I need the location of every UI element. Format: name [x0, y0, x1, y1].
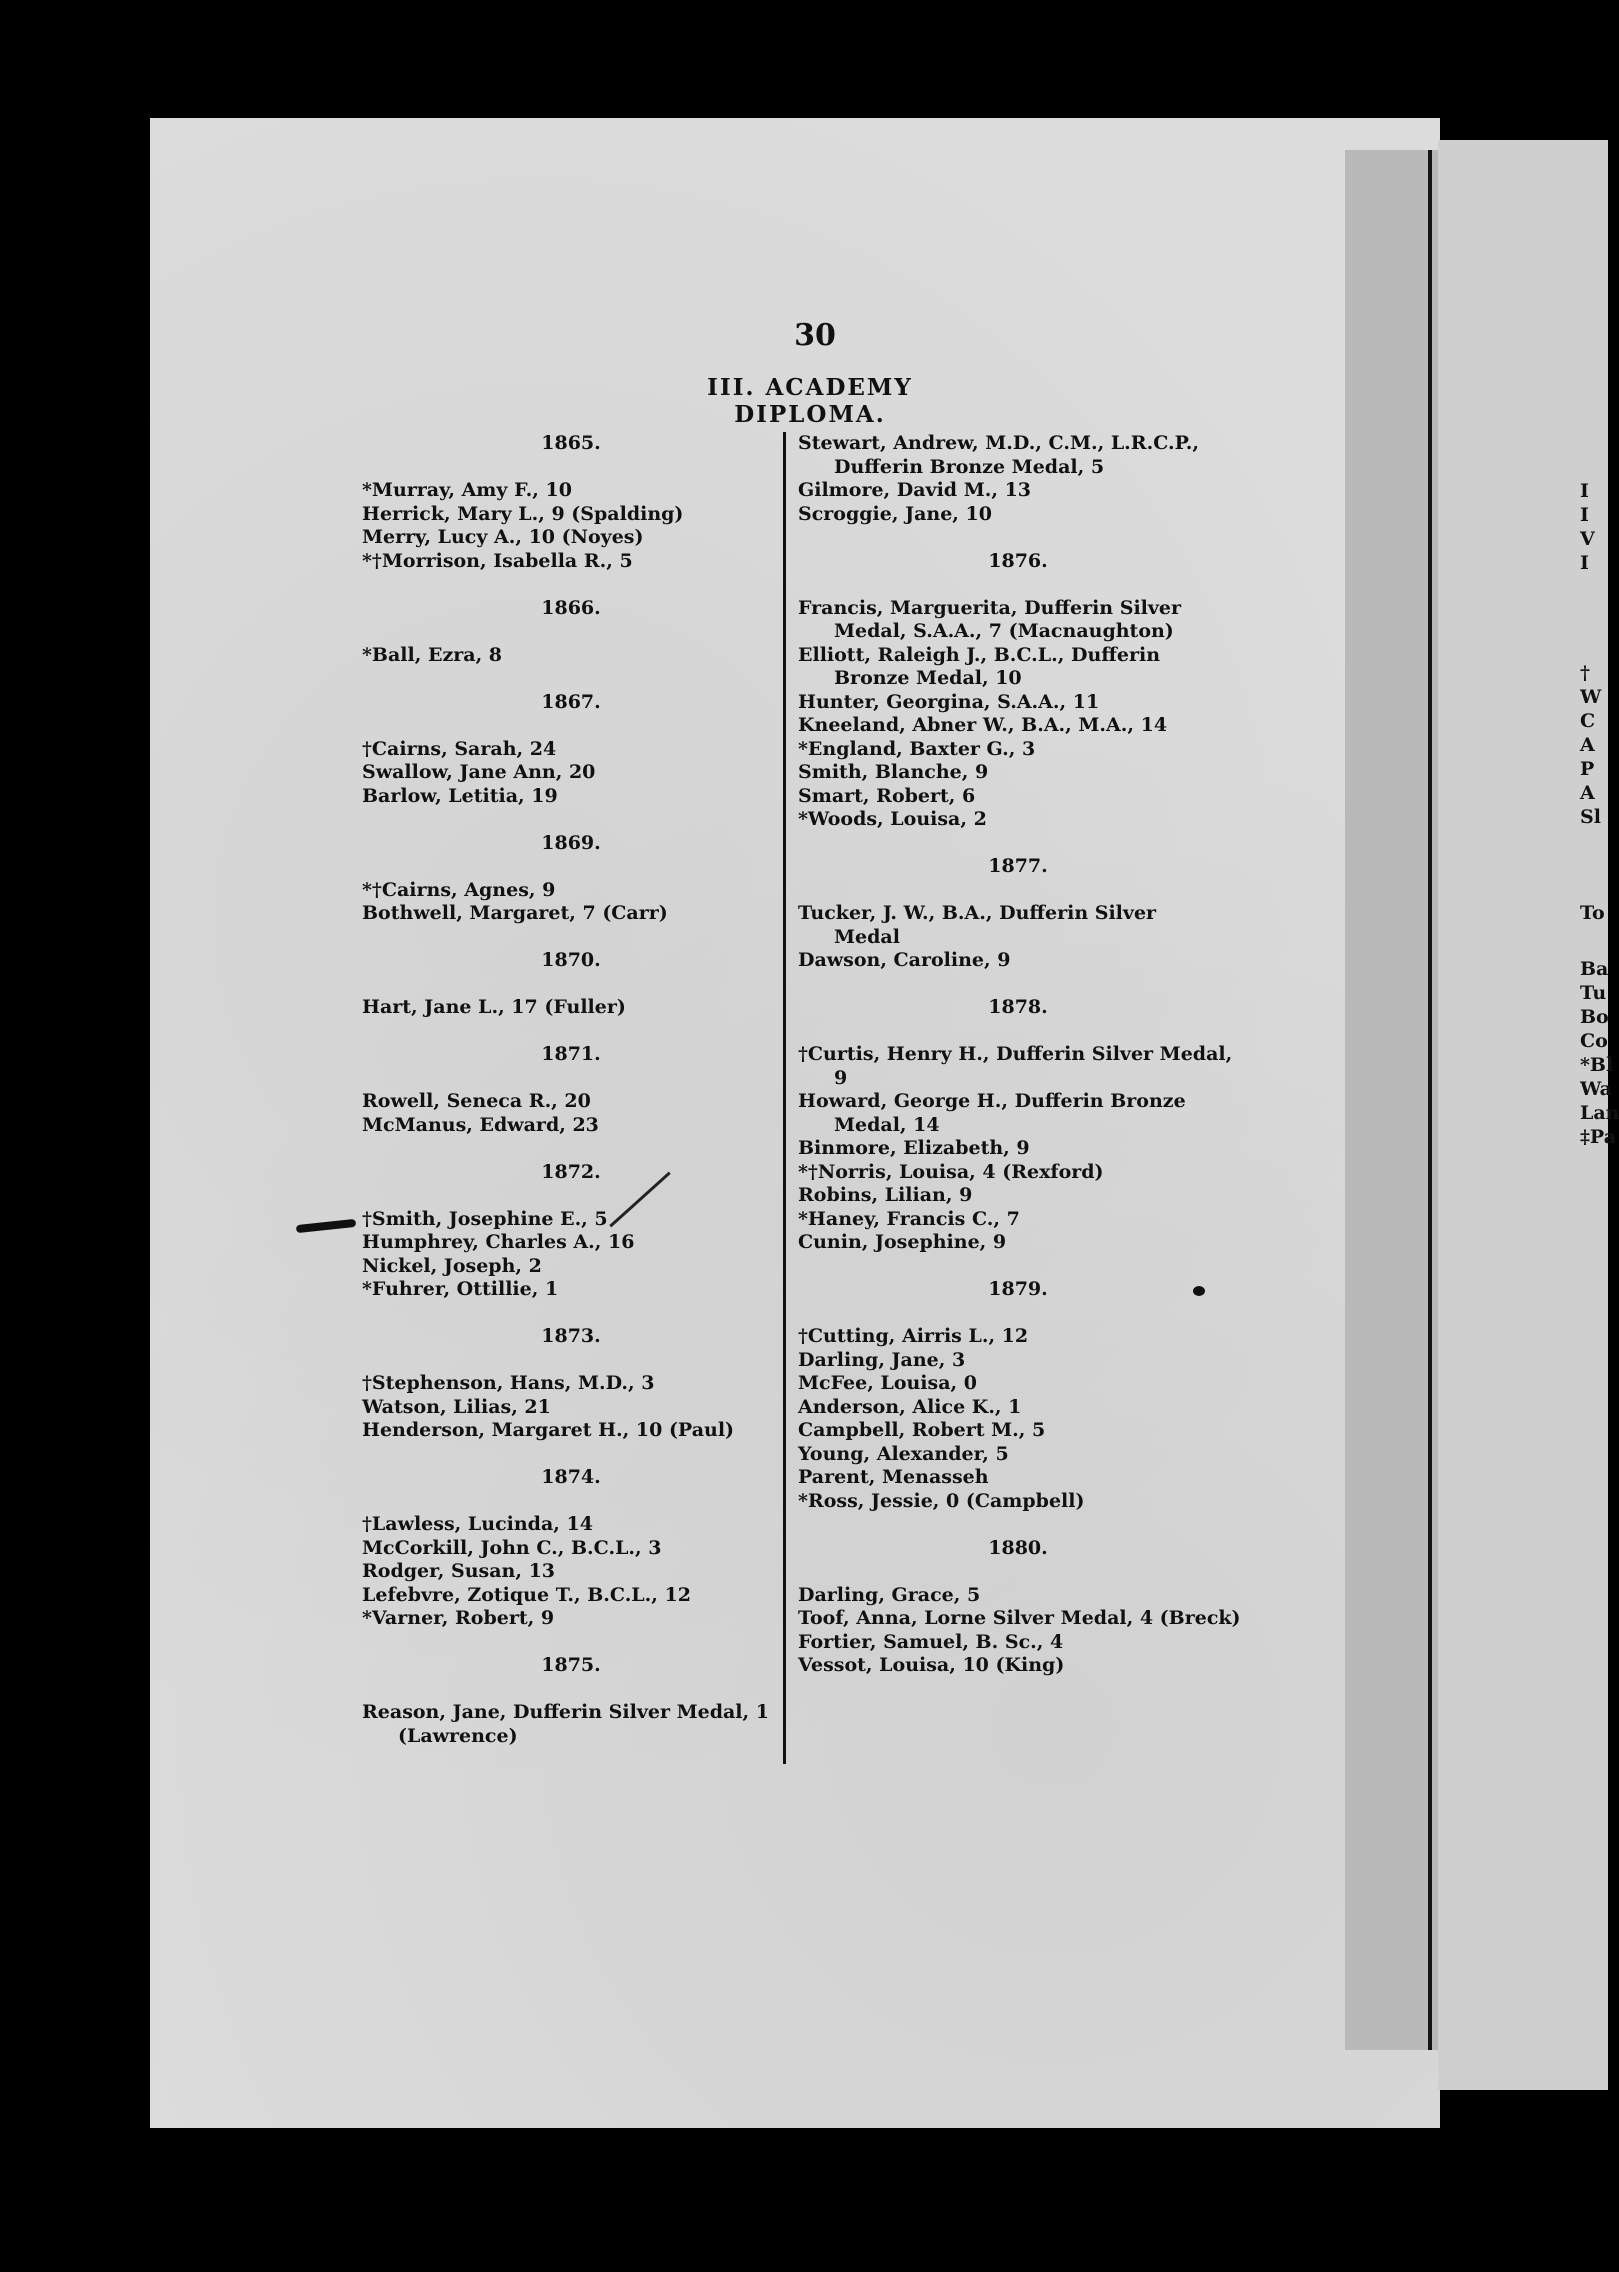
entry-line: McManus, Edward, 23 [362, 1113, 599, 1136]
spacer [362, 808, 780, 832]
entry-line: Barlow, Letitia, 19 [362, 784, 558, 807]
entry-continuation: (Lawrence) [398, 1724, 518, 1747]
year-heading: 1867. [541, 690, 601, 713]
entry-line: Binmore, Elizabeth, 9 [798, 1137, 1030, 1159]
adjacent-page-fragment: I [1580, 504, 1589, 526]
entry-line: Stewart, Andrew, M.D., C.M., L.R.C.P., [798, 432, 1199, 454]
entry-line: Dawson, Caroline, 9 [798, 949, 1011, 971]
adjacent-page-fragment: Lan [1580, 1102, 1619, 1124]
spacer [798, 526, 1238, 550]
left-column [362, 432, 780, 1748]
entry-line: Bothwell, Margaret, 7 (Carr) [362, 902, 668, 924]
diploma-entry [798, 1607, 1241, 1631]
entry-line: Rodger, Susan, 13 [362, 1560, 556, 1582]
adjacent-page-fragment: Sl [1580, 806, 1601, 828]
entry-line: *Varner, Robert, 9 [362, 1607, 555, 1629]
diploma-entry [362, 1537, 780, 1561]
diploma-entry [362, 1560, 780, 1584]
entry-line: †Cutting, Airris L., 12 [798, 1325, 1029, 1347]
diploma-entry [798, 1419, 1238, 1443]
diploma-entry [362, 1255, 780, 1279]
spacer [362, 667, 780, 691]
diploma-entry [362, 644, 780, 668]
diploma-entry [798, 1184, 1238, 1208]
diploma-entry [362, 996, 780, 1020]
entry-line: Watson, Lilias, 21 [362, 1395, 551, 1418]
year-heading: 1876. [988, 549, 1048, 572]
adjacent-page-fragment: I [1580, 552, 1589, 574]
diploma-entry [362, 1396, 780, 1420]
spacer [798, 832, 1238, 856]
diploma-entry [798, 432, 1238, 479]
diploma-entry [798, 808, 1238, 832]
spacer [798, 1020, 1238, 1044]
entry-line: Cunin, Josephine, 9 [798, 1231, 1007, 1253]
spacer [362, 926, 780, 950]
entry-line: Campbell, Robert M., 5 [798, 1419, 1046, 1441]
diploma-entry [798, 479, 1238, 503]
adjacent-page-fragment: *Bl [1580, 1054, 1614, 1076]
year-heading: 1879. [988, 1278, 1048, 1300]
year-heading: 1874. [541, 1466, 601, 1488]
spacer [798, 573, 1238, 597]
diploma-entry [798, 1490, 1238, 1514]
entry-line: McCorkill, John C., B.C.L., 3 [362, 1536, 662, 1559]
spacer [362, 1302, 780, 1326]
spacer [362, 855, 780, 879]
entry-line: Young, Alexander, 5 [798, 1442, 1009, 1465]
diploma-entry [362, 1231, 780, 1255]
adjacent-page-fragment: To [1580, 902, 1605, 924]
entry-line: †Lawless, Lucinda, 14 [362, 1513, 593, 1535]
spacer [362, 1678, 780, 1702]
entry-line: *Ball, Ezra, 8 [362, 643, 503, 666]
diploma-entry [798, 1466, 1238, 1490]
entry-continuation: Medal, S.A.A., 7 (Macnaughton) [834, 620, 1174, 642]
spacer [362, 714, 780, 738]
diploma-entry [362, 902, 780, 926]
diploma-entry [798, 949, 1238, 973]
diploma-entry [362, 1278, 780, 1302]
entry-line: Tucker, J. W., B.A., Dufferin Silver [798, 902, 1157, 924]
spacer [362, 973, 780, 997]
entry-continuation: 9 [834, 1066, 848, 1089]
adjacent-page-fragment: W [1580, 686, 1602, 708]
entry-line: *England, Baxter G., 3 [798, 737, 1036, 760]
entry-line: *†Cairns, Agnes, 9 [362, 878, 556, 901]
spacer [798, 879, 1238, 903]
adjacent-page-fragment: V [1580, 528, 1595, 550]
diploma-entry [798, 1396, 1238, 1420]
year-heading: 1871. [541, 1043, 601, 1065]
adjacent-page-fragment: Ba [1580, 958, 1609, 980]
entry-line: Parent, Menasseh [798, 1466, 989, 1488]
diploma-entry [362, 738, 780, 762]
spacer [362, 1020, 780, 1044]
year-heading: 1875. [541, 1654, 601, 1676]
diploma-entry [798, 1631, 1238, 1655]
ink-dot [1193, 1286, 1205, 1296]
adjacent-page-fragment: A [1580, 782, 1595, 804]
adjacent-page-fragment: † [1580, 662, 1590, 684]
entry-line: Darling, Grace, 5 [798, 1583, 981, 1606]
entry-line: Fortier, Samuel, B. Sc., 4 [798, 1630, 1064, 1653]
spacer [798, 1255, 1238, 1279]
diploma-entry [362, 1419, 780, 1443]
diploma-entry [798, 1137, 1238, 1161]
diploma-entry [362, 503, 780, 527]
year-heading: 1878. [988, 996, 1048, 1018]
diploma-entry [798, 1372, 1238, 1396]
entry-line: Merry, Lucy A., 10 (Noyes) [362, 526, 644, 548]
year-heading: 1869. [541, 831, 601, 854]
diploma-entry [362, 1513, 780, 1537]
page-number: 30 [794, 318, 836, 353]
diploma-entry [362, 879, 780, 903]
entry-line: Smith, Blanche, 9 [798, 761, 989, 783]
diploma-entry [362, 550, 780, 574]
spacer [362, 1631, 780, 1655]
diploma-entry [362, 1372, 780, 1396]
adjacent-page-fragment: A [1580, 734, 1595, 756]
entry-line: *Ross, Jessie, 0 (Campbell) [798, 1489, 1085, 1512]
entry-line: *Woods, Louisa, 2 [798, 808, 987, 830]
year-heading: 1866. [541, 596, 601, 619]
diploma-entry [362, 1090, 780, 1114]
entry-line: Scroggie, Jane, 10 [798, 502, 992, 525]
entry-line: Toof, Anna, Lorne Silver Medal, 4 (Breck) [798, 1607, 1241, 1629]
entry-line: *Fuhrer, Ottillie, 1 [362, 1278, 559, 1300]
entry-line: Gilmore, David M., 13 [798, 479, 1032, 501]
diploma-entry [798, 597, 1238, 644]
diploma-entry [798, 761, 1238, 785]
diploma-entry [798, 1349, 1238, 1373]
entry-line: Elliott, Raleigh J., B.C.L., Dufferin [798, 643, 1161, 666]
year-heading: 1870. [541, 949, 601, 971]
entry-line: Francis, Marguerita, Dufferin Silver [798, 596, 1182, 619]
entry-line: Herrick, Mary L., 9 (Spalding) [362, 502, 684, 525]
diploma-entry [798, 785, 1238, 809]
diploma-entry [798, 714, 1238, 738]
entry-line: *†Norris, Louisa, 4 (Rexford) [798, 1160, 1104, 1183]
diploma-entry [798, 1208, 1238, 1232]
entry-line: Anderson, Alice K., 1 [798, 1395, 1022, 1418]
diploma-entry [798, 503, 1238, 527]
entry-line: *Haney, Francis C., 7 [798, 1207, 1020, 1230]
diploma-entry [362, 1584, 780, 1608]
right-column [798, 432, 1241, 1678]
entry-line: †Smith, Josephine E., 5 [362, 1207, 608, 1230]
diploma-entry [362, 1607, 780, 1631]
entry-line: Smart, Robert, 6 [798, 784, 976, 807]
entry-line: Vessot, Louisa, 10 (King) [798, 1654, 1065, 1676]
adjacent-page-fragment: ‡Pa [1580, 1126, 1617, 1148]
entry-line: *Murray, Amy F., 10 [362, 479, 572, 501]
entry-line: Henderson, Margaret H., 10 (Paul) [362, 1419, 735, 1441]
spacer [362, 1490, 780, 1514]
diploma-entry [798, 644, 1238, 691]
spacer [362, 1443, 780, 1467]
adjacent-page-fragment: Tu [1580, 982, 1607, 1004]
entry-continuation: Medal [834, 925, 900, 948]
entry-line: McFee, Louisa, 0 [798, 1372, 977, 1394]
adjacent-page-fragment: C [1580, 710, 1596, 732]
entry-continuation: Bronze Medal, 10 [834, 667, 1022, 689]
spacer [362, 1184, 780, 1208]
adjacent-page-fragment: Bo [1580, 1006, 1609, 1028]
diploma-entry [798, 1584, 1238, 1608]
entry-line: Lefebvre, Zotique T., B.C.L., 12 [362, 1583, 691, 1606]
spacer [798, 973, 1238, 997]
entry-continuation: Dufferin Bronze Medal, 5 [834, 455, 1105, 478]
diploma-entry [798, 1090, 1238, 1137]
diploma-entry [362, 479, 780, 503]
gutter-line [1428, 150, 1432, 2050]
year-heading: 1880. [988, 1536, 1048, 1559]
diploma-entry [798, 1654, 1238, 1678]
spacer [798, 1560, 1238, 1584]
entry-line: Swallow, Jane Ann, 20 [362, 761, 596, 783]
entry-line: Hart, Jane L., 17 (Fuller) [362, 996, 626, 1018]
spacer [362, 1067, 780, 1091]
diploma-entry [362, 1701, 780, 1748]
spacer [362, 456, 780, 480]
entry-line: Howard, George H., Dufferin Bronze [798, 1090, 1186, 1112]
entry-line: †Stephenson, Hans, M.D., 3 [362, 1372, 655, 1394]
diploma-entry [362, 1208, 780, 1232]
diploma-entry [798, 738, 1238, 762]
diploma-entry [362, 526, 780, 550]
entry-line: Rowell, Seneca R., 20 [362, 1090, 591, 1112]
entry-line: †Cairns, Sarah, 24 [362, 737, 557, 760]
entry-line: Kneeland, Abner W., B.A., M.A., 14 [798, 714, 1168, 736]
section-title: III. ACADEMY DIPLOMA. [707, 374, 913, 428]
entry-line: Nickel, Joseph, 2 [362, 1254, 542, 1277]
diploma-entry [798, 1443, 1238, 1467]
adjacent-page-fragment: Co [1580, 1030, 1608, 1052]
diploma-entry [798, 691, 1238, 715]
adjacent-page-fragment: I [1580, 480, 1589, 502]
diploma-entry [362, 761, 780, 785]
spacer [362, 1137, 780, 1161]
adjacent-page-fragment: P [1580, 758, 1595, 780]
diploma-entry [798, 1161, 1238, 1185]
spacer [798, 1302, 1238, 1326]
spacer [798, 1513, 1238, 1537]
diploma-entry [798, 1043, 1238, 1090]
year-heading: 1877. [988, 855, 1048, 877]
entry-line: Darling, Jane, 3 [798, 1348, 966, 1371]
entry-line: Hunter, Georgina, S.A.A., 11 [798, 690, 1100, 713]
entry-line: Reason, Jane, Dufferin Silver Medal, 1 [362, 1701, 769, 1723]
adjacent-page-fragment: Wa [1580, 1078, 1612, 1100]
diploma-entry [798, 1325, 1238, 1349]
diploma-entry [798, 1231, 1238, 1255]
diploma-entry [362, 785, 780, 809]
entry-line: *†Morrison, Isabella R., 5 [362, 549, 633, 572]
entry-line: Humphrey, Charles A., 16 [362, 1231, 635, 1253]
year-heading: 1873. [541, 1325, 601, 1347]
spacer [362, 1349, 780, 1373]
spacer [362, 620, 780, 644]
year-heading: 1865. [541, 432, 601, 454]
diploma-entry [798, 902, 1238, 949]
column-divider [783, 432, 786, 1764]
entry-line: †Curtis, Henry H., Dufferin Silver Medal, [798, 1043, 1233, 1065]
entry-line: Robins, Lilian, 9 [798, 1184, 973, 1206]
year-heading: 1872. [541, 1160, 601, 1183]
entry-continuation: Medal, 14 [834, 1113, 940, 1136]
diploma-entry [362, 1114, 780, 1138]
spacer [362, 573, 780, 597]
